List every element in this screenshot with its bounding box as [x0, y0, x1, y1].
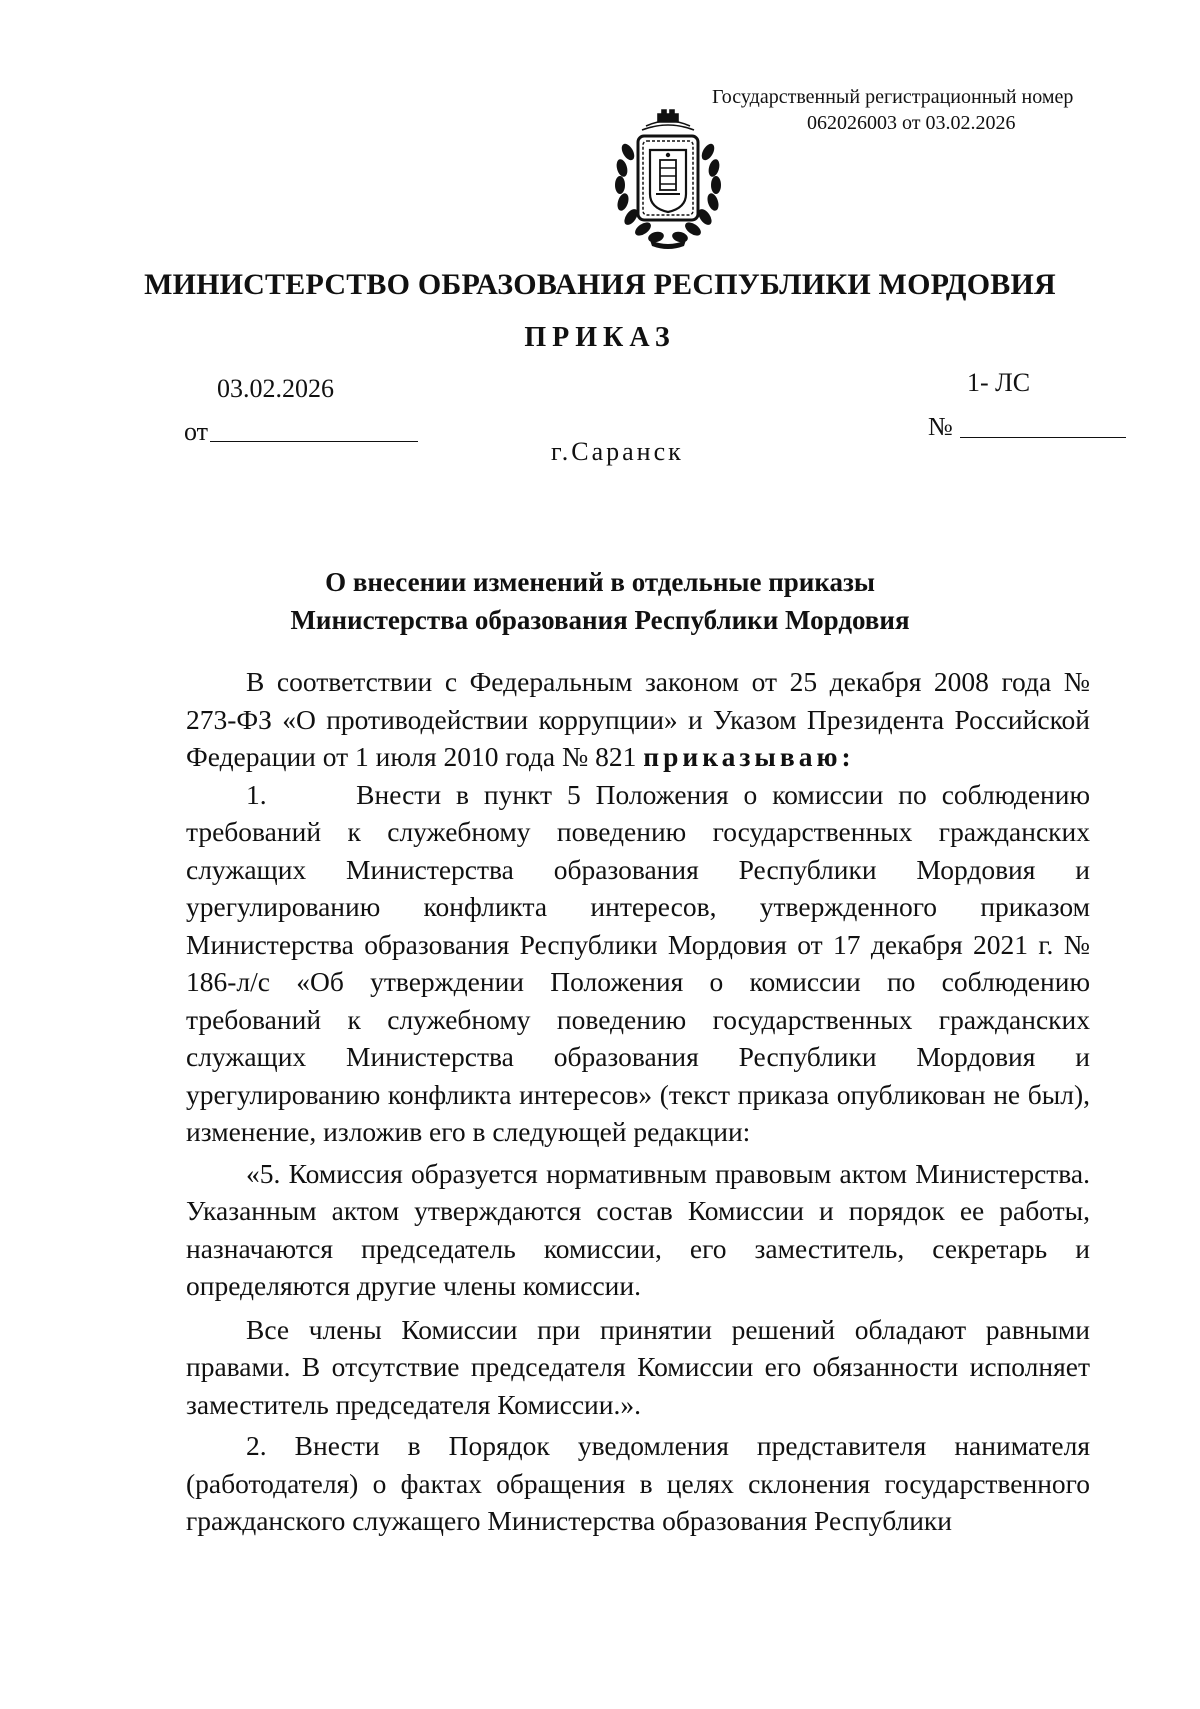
registration-number: 062026003 от 03.02.2026 [807, 112, 1016, 134]
city-label: г.Саранск [551, 437, 684, 466]
item-2-paragraph: 2. Внести в Порядок уведомления представителя нанимателя (работодателя) о фактах обращения в целях склонения государственного гражданского служащего Министерства образования Республики [186, 1430, 1090, 1536]
quote-paragraph-2: Все члены Комиссии при принятии решений обладают равными правами. В отсутствие председателя Комиссии его обязанности исполняет заместитель председателя Комиссии.». [186, 1313, 1090, 1420]
preamble-paragraph [186, 663, 1090, 776]
coat-of-arms-icon [606, 108, 730, 250]
number-underline [960, 437, 1126, 438]
order-verb: приказываю: [643, 741, 855, 772]
date-underline [210, 441, 418, 442]
order-body [186, 663, 1090, 1540]
date-label: от [184, 417, 209, 446]
order-title-line-2: Министерства образования Республики Мордовия [290, 605, 910, 635]
registration-label: Государственный регистрационный номер [712, 86, 1074, 108]
number-label: № [928, 412, 953, 441]
preamble-text: В соответствии с Федеральным законом от 25 декабря 2008 года № 273-ФЗ «О противодействии коррупции» и Указом Президента Российской Федерации от 1 июля 2010 года № 821 [186, 666, 1090, 772]
order-number: 1- ЛС [967, 368, 1031, 397]
quote-paragraph-1: «5. Комиссия образуется нормативным правовым актом Министерства. Указанным актом утверждаются состав Комиссии и порядок ее работы, назначаются председатель комиссии, его заместитель, секретарь и определяются другие члены комиссии. [186, 1157, 1090, 1301]
order-title-line-1: О внесении изменений в отдельные приказы [325, 567, 875, 597]
item-1-paragraph: 1. Внести в пункт 5 Положения о комиссии по соблюдению требований к служебному поведению государственных гражданских служащих Министерства образования Республики Мордовия и урегулированию конфликта интересов, утвержденного приказом Министерства образования Республики Мордовия от 17 декабря 2021 г. № 186-л/с «Об утверждении Положения о комиссии по соблюдению требований к служебному поведению государственных гражданских служащих Министерства образования Республики Мордовия и урегулированию конфликта интересов» (текст приказа опубликован не был), изменение, изложив его в следующей редакции: [186, 778, 1090, 1147]
document-type-heading: ПРИКАЗ [524, 322, 676, 353]
order-date: 03.02.2026 [217, 374, 334, 403]
ministry-heading: МИНИСТЕРСТВО ОБРАЗОВАНИЯ РЕСПУБЛИКИ МОРДОВИЯ [144, 268, 1056, 301]
